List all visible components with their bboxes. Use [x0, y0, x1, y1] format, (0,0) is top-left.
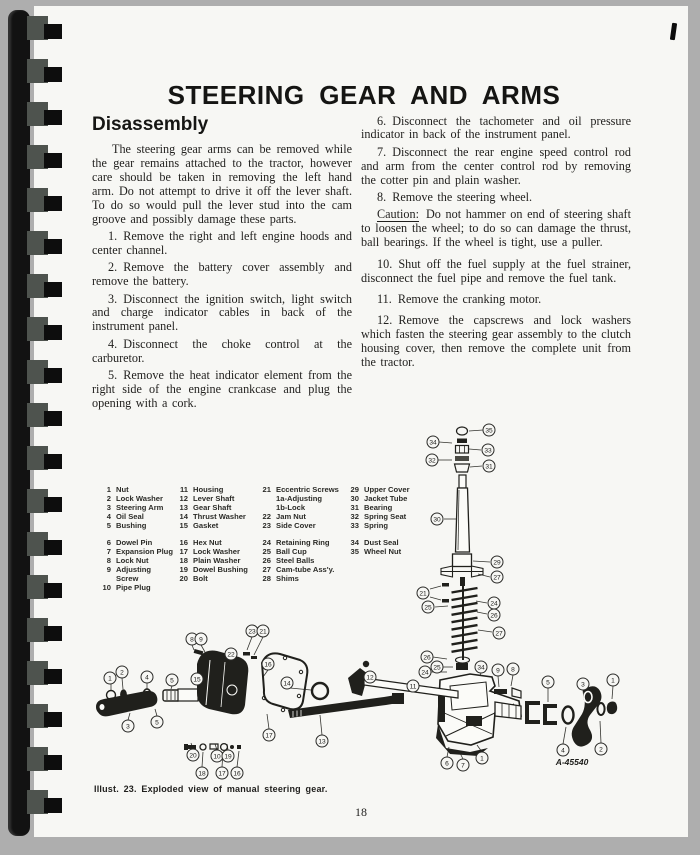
part-callout-number: 8 — [511, 666, 515, 674]
part-callout-number: 26 — [423, 654, 431, 662]
part-callout-number: 16 — [233, 770, 241, 778]
part-callout-number: 15 — [193, 676, 201, 684]
part-callout-number: 1 — [108, 675, 112, 683]
parts-item: 23 Side Cover — [262, 521, 316, 530]
parts-item: 13 Gear Shaft — [179, 503, 232, 512]
part-callout-number: 35 — [485, 427, 493, 435]
parts-item: 24 Retaining Ring — [262, 538, 330, 547]
step-paragraph: 6. Disconnect the tachometer and oil pressure indicator in back of the instrument panel. — [361, 113, 631, 142]
part-callout-number: 18 — [198, 770, 206, 778]
parts-item: 1b-Lock — [276, 503, 306, 512]
ink-mark — [670, 23, 677, 41]
part-callout-number: 2 — [599, 746, 603, 754]
parts-item: 1a-Adjusting — [276, 494, 322, 503]
part-callout-number: 5 — [170, 677, 174, 685]
binding-teeth-tabs — [44, 24, 62, 826]
parts-item: 1 Nut — [106, 485, 129, 494]
parts-item: 16 Hex Nut — [179, 538, 222, 547]
part-callout-number: 6 — [445, 760, 449, 768]
page-title: STEERING GEAR AND ARMS — [167, 80, 561, 110]
part-callout-number: 14 — [283, 680, 291, 688]
part-callout-number: 7 — [461, 762, 465, 770]
parts-item: 8 Lock Nut — [106, 556, 149, 565]
part-callout-number: 33 — [484, 447, 492, 455]
parts-item: 29 Upper Cover — [350, 485, 410, 494]
part-callout-number: 16 — [264, 661, 272, 669]
parts-item: 18 Plain Washer — [179, 556, 241, 565]
part-shapes — [96, 427, 617, 756]
part-callout-number: 21 — [419, 590, 427, 598]
part-callout-number: 27 — [495, 630, 503, 638]
parts-item: 2 Lock Washer — [106, 494, 163, 503]
part-callout-number: 1 — [480, 755, 484, 763]
parts-item: 6 Dowel Pin — [106, 538, 153, 547]
parts-item: 35 Wheel Nut — [350, 547, 402, 556]
figure-caption: Illust. 23. Exploded view of manual steering gear. — [94, 784, 328, 794]
parts-item: 34 Dust Seal — [350, 538, 399, 547]
parts-item: 27 Cam-tube Ass'y. — [262, 565, 335, 574]
parts-item: 10 Pipe Plug — [102, 583, 151, 592]
part-callout-number: 10 — [213, 753, 221, 761]
parts-item: 11 Housing — [179, 485, 224, 494]
parts-item: 20 Bolt — [179, 574, 208, 583]
steps-6-8 — [361, 115, 631, 205]
steps-1-5 — [92, 230, 352, 411]
part-callout-number: 24 — [490, 600, 498, 608]
part-callout-number: 17 — [265, 732, 273, 740]
part-callout-number: 21 — [259, 628, 267, 636]
part-callout-number: 34 — [477, 664, 485, 672]
parts-item: 21 Eccentric Screws — [262, 485, 339, 494]
step-paragraph: 5. Remove the heat indicator element from the right side of the engine crankcase and plug the opening with a cork. — [92, 368, 352, 410]
step-paragraph: 3. Disconnect the ignition switch, light switch and charge indicator cables in back of the instrument panel. — [92, 291, 352, 334]
part-callout-number: 9 — [496, 667, 500, 675]
parts-item: 12 Lever Shaft — [179, 494, 235, 503]
parts-item: 28 Shims — [262, 574, 299, 583]
parts-item: 22 Jam Nut — [262, 512, 306, 521]
part-callout-number: 34 — [429, 439, 437, 447]
part-callout-number: 2 — [120, 669, 124, 677]
parts-item: 7 Expansion Plug — [106, 547, 173, 556]
page-number: 18 — [355, 805, 367, 819]
parts-item: 9 Adjusting Screw — [106, 565, 152, 583]
parts-item: 30 Jacket Tube — [350, 494, 408, 503]
parts-item: 25 Ball Cup — [262, 547, 307, 556]
parts-item: 26 Steel Balls — [262, 556, 315, 565]
part-callout-number: 31 — [485, 463, 493, 471]
right-text-column — [361, 111, 631, 370]
step-paragraph: 1. Remove the right and left engine hoods and center channel. — [92, 228, 352, 257]
parts-item: 17 Lock Washer — [179, 547, 240, 556]
parts-item: 3 Steering Arm — [106, 503, 164, 512]
part-callout-number: 29 — [493, 559, 501, 567]
part-callout-number: 5 — [155, 719, 159, 727]
part-callout-number: 4 — [561, 747, 565, 755]
step-paragraph: 11. Remove the cranking motor. — [377, 291, 542, 306]
part-callout-number: 17 — [218, 770, 226, 778]
parts-item: 32 Spring Seat — [350, 512, 407, 521]
part-callout-number: 25 — [424, 604, 432, 612]
part-callout-number: 3 — [126, 723, 130, 731]
left-text-column — [92, 143, 352, 411]
part-callout-number: 3 — [581, 681, 585, 689]
steps-10-12 — [361, 258, 631, 370]
part-callout-number: 19 — [224, 753, 232, 761]
step-paragraph: 12. Remove the capscrews and lock washers which fasten the steering gear assembly to the clutch housing cover, then remove the complete unit from the tractor. — [361, 313, 631, 370]
part-callout-number: 12 — [366, 674, 374, 682]
part-callout-number: 13 — [318, 738, 326, 746]
drawing-number: A-45540 — [555, 757, 589, 767]
step-paragraph: 7. Disconnect the rear engine speed control rod and arm from the center control rod by removing the cotter pin and plain washer. — [361, 144, 631, 187]
part-callout-number: 4 — [145, 674, 149, 682]
part-callout-number: 27 — [493, 574, 501, 582]
caution-label: Caution: — [377, 207, 419, 222]
parts-item: 33 Spring — [350, 521, 389, 530]
step-paragraph: 4. Disconnect the choke control at the carburetor. — [92, 336, 352, 365]
part-callout-number: 9 — [199, 636, 203, 644]
part-callout-number: 24 — [421, 669, 429, 677]
parts-item: 4 Oil Seal — [106, 512, 144, 521]
scanned-page — [34, 6, 688, 837]
step-paragraph: 10. Shut off the fuel supply at the fuel strainer, disconnect the fuel pipe and remove the fuel tank. — [361, 256, 631, 285]
caution-paragraph — [361, 208, 631, 250]
part-callout-number: 32 — [428, 457, 436, 465]
part-callout-number: 20 — [189, 752, 197, 760]
callout-layer — [104, 424, 619, 779]
leader-lines — [111, 430, 613, 770]
parts-item: 14 Thrust Washer — [179, 512, 246, 521]
part-callout-number: 23 — [248, 628, 256, 636]
caution-text: Do not hammer on end of steering shaft to loosen the wheel; to do so can damage the thrust, ball bearings. If the wheel is tight, use a puller. — [361, 207, 631, 250]
part-callout-number: 22 — [227, 651, 235, 659]
step-paragraph: 8. Remove the steering wheel. — [377, 190, 533, 205]
part-callout-number: 1 — [611, 677, 615, 685]
part-callout-number: 26 — [490, 612, 498, 620]
part-callout-number: 5 — [546, 679, 550, 687]
step-paragraph: 2. Remove the battery cover assembly and remove the battery. — [92, 260, 352, 289]
parts-item: 19 Dowel Bushing — [179, 565, 248, 574]
section-heading: Disassembly — [92, 114, 209, 135]
parts-item: 31 Bearing — [350, 503, 393, 512]
exploded-diagram — [88, 423, 648, 785]
part-callout-number: 11 — [409, 683, 417, 691]
part-callout-number: 30 — [433, 516, 441, 524]
intro-paragraph: The steering gear arms can be removed while the gear remains attached to the tractor, however care should be taken in removing the left hand arm. Do not attempt to drive it off the lever shaft. To do so would pull the lever stud into the cam groove and possibly damage these parts. — [92, 142, 352, 226]
parts-item: 15 Gasket — [179, 521, 219, 530]
part-callout-number: 8 — [190, 636, 194, 644]
part-callout-number: 25 — [433, 664, 441, 672]
parts-item: 5 Bushing — [106, 521, 147, 530]
